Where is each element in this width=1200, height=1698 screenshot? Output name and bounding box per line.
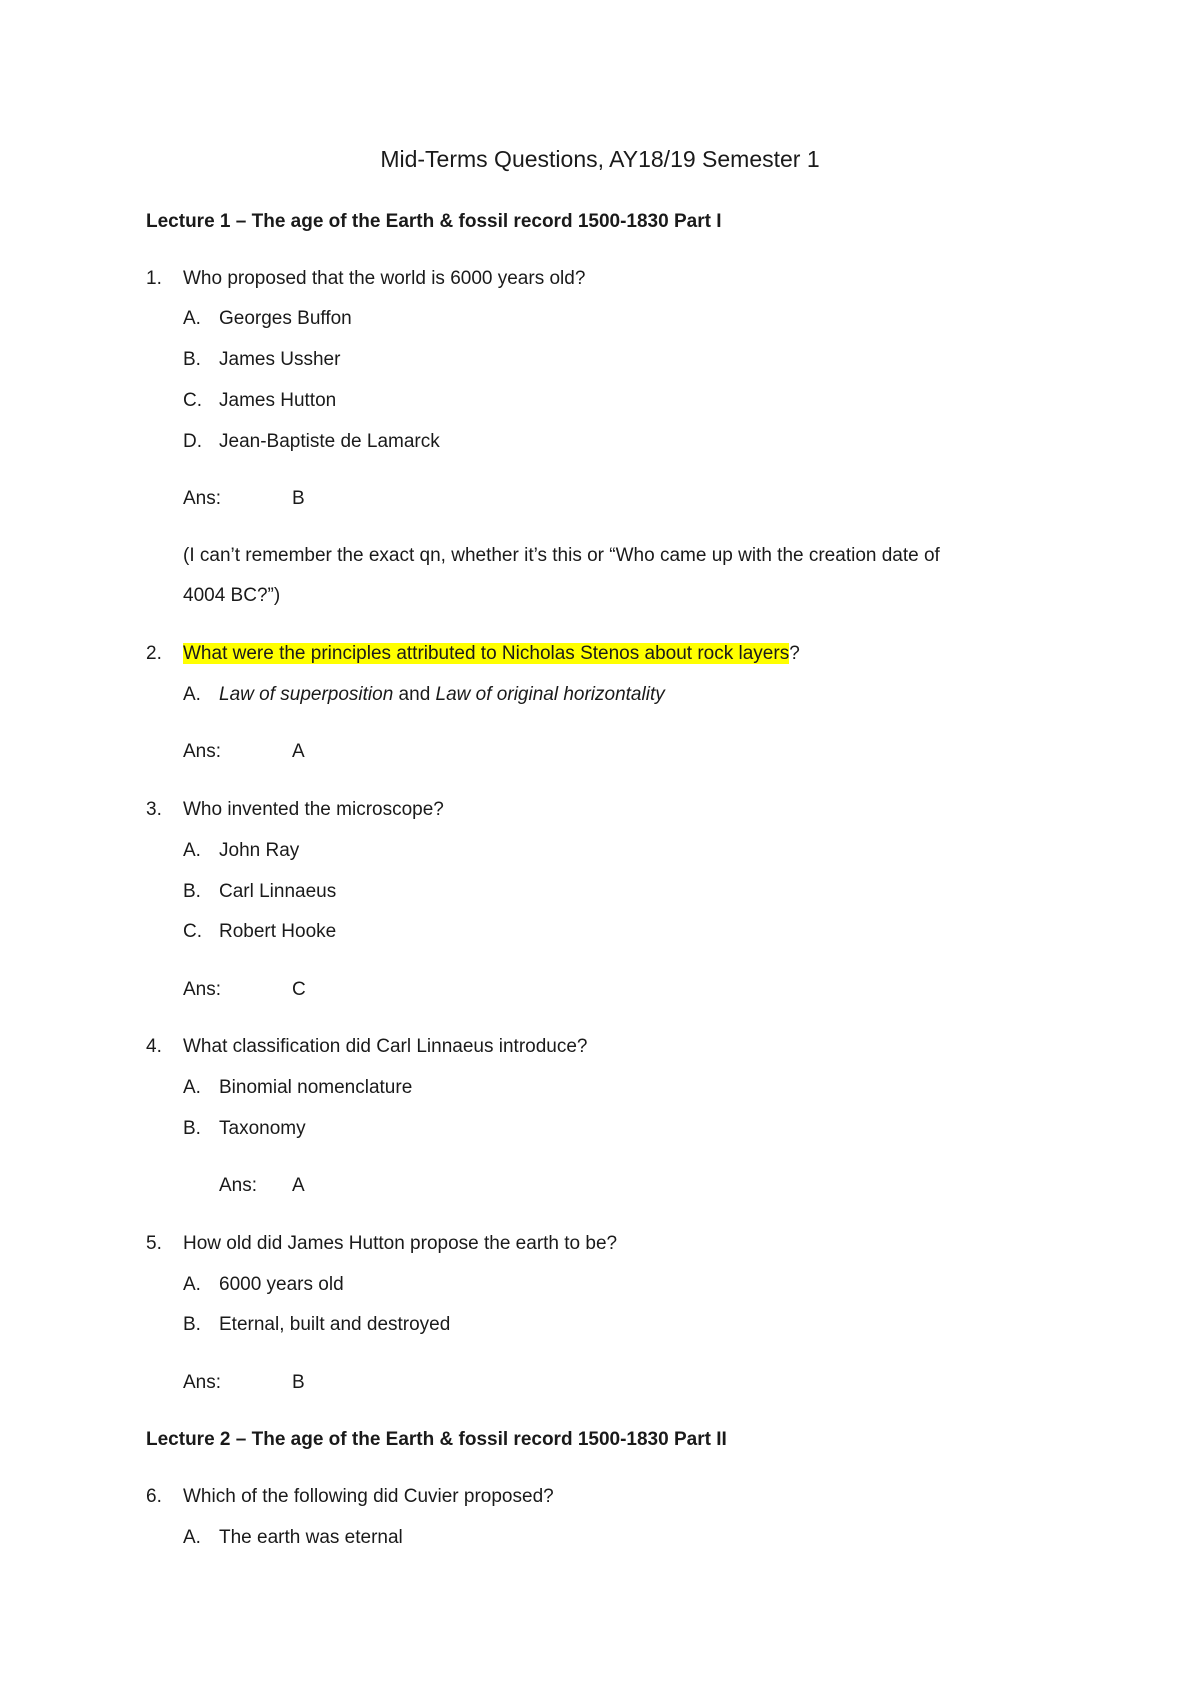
q1-ans-label: Ans: — [183, 488, 222, 509]
q6-text: Which of the following did Cuvier proposed? — [183, 1486, 554, 1507]
q2-law-superposition: Law of superposition — [219, 684, 394, 705]
document-title: Mid-Terms Questions, AY18/19 Semester 1 — [380, 146, 820, 172]
q5-option-a-text: 6000 years old — [219, 1274, 344, 1295]
q5-ans-value: B — [292, 1372, 305, 1393]
q2-option-a-letter: A. — [183, 684, 201, 705]
q2-number: 2. — [146, 643, 162, 664]
q4-number: 4. — [146, 1036, 162, 1057]
q4-option-a-text: Binomial nomenclature — [219, 1077, 413, 1098]
q4-ans-value: A — [292, 1175, 305, 1196]
q2-option-a-text — [219, 683, 665, 707]
q2-ans-value: A — [292, 741, 305, 762]
q3-option-a-letter: A. — [183, 840, 201, 861]
q3-option-c-letter: C. — [183, 921, 202, 942]
q2-question-mark: ? — [789, 643, 800, 664]
q2-law-horizontality: Law of original horizontality — [435, 684, 665, 705]
q1-option-c-text: James Hutton — [219, 390, 337, 411]
q1-option-b-letter: B. — [183, 349, 201, 370]
q1-text: Who proposed that the world is 6000 years old? — [183, 268, 586, 289]
q6-number: 6. — [146, 1486, 162, 1507]
q1-note-line1: (I can’t remember the exact qn, whether it’s this or “Who came up with the creation date of — [183, 545, 940, 566]
q1-ans-value: B — [292, 488, 305, 509]
q1-number: 1. — [146, 268, 162, 289]
q5-ans-label: Ans: — [183, 1372, 222, 1393]
lecture-2-heading: Lecture 2 – The age of the Earth & fossil record 1500-1830 Part II — [146, 1429, 727, 1450]
q1-option-d-letter: D. — [183, 431, 202, 452]
q3-option-c-text: Robert Hooke — [219, 921, 337, 942]
q2-option-and: and — [393, 684, 436, 705]
q1-option-a-letter: A. — [183, 308, 201, 329]
q1-option-d-text: Jean-Baptiste de Lamarck — [219, 431, 440, 452]
q4-text: What classification did Carl Linnaeus introduce? — [183, 1036, 588, 1057]
lecture-1-heading: Lecture 1 – The age of the Earth & fossil record 1500-1830 Part I — [146, 211, 722, 232]
q3-option-a-text: John Ray — [219, 840, 300, 861]
q3-ans-value: C — [292, 979, 306, 1000]
q6-option-a-letter: A. — [183, 1527, 201, 1548]
q2-ans-label: Ans: — [183, 741, 222, 762]
q5-option-b-text: Eternal, built and destroyed — [219, 1314, 451, 1335]
q3-number: 3. — [146, 799, 162, 820]
q4-option-b-letter: B. — [183, 1118, 201, 1139]
q6-option-a-text: The earth was eternal — [219, 1527, 403, 1548]
q1-note-line2: 4004 BC?”) — [183, 585, 281, 606]
q1-option-a-text: Georges Buffon — [219, 308, 352, 329]
q5-text: How old did James Hutton propose the earth to be? — [183, 1233, 618, 1254]
q2-highlighted-text: What were the principles attributed to Nicholas Stenos about rock layers — [183, 643, 790, 664]
q1-option-c-letter: C. — [183, 390, 202, 411]
q3-ans-label: Ans: — [183, 979, 222, 1000]
q4-option-b-text: Taxonomy — [219, 1118, 306, 1139]
q3-text: Who invented the microscope? — [183, 799, 444, 820]
q4-option-a-letter: A. — [183, 1077, 201, 1098]
q5-option-a-letter: A. — [183, 1274, 201, 1295]
q1-option-b-text: James Ussher — [219, 349, 341, 370]
q5-option-b-letter: B. — [183, 1314, 201, 1335]
q5-number: 5. — [146, 1233, 162, 1254]
q4-ans-label: Ans: — [219, 1175, 258, 1196]
q3-option-b-text: Carl Linnaeus — [219, 881, 337, 902]
q3-option-b-letter: B. — [183, 881, 201, 902]
q2-text-line — [183, 642, 800, 666]
